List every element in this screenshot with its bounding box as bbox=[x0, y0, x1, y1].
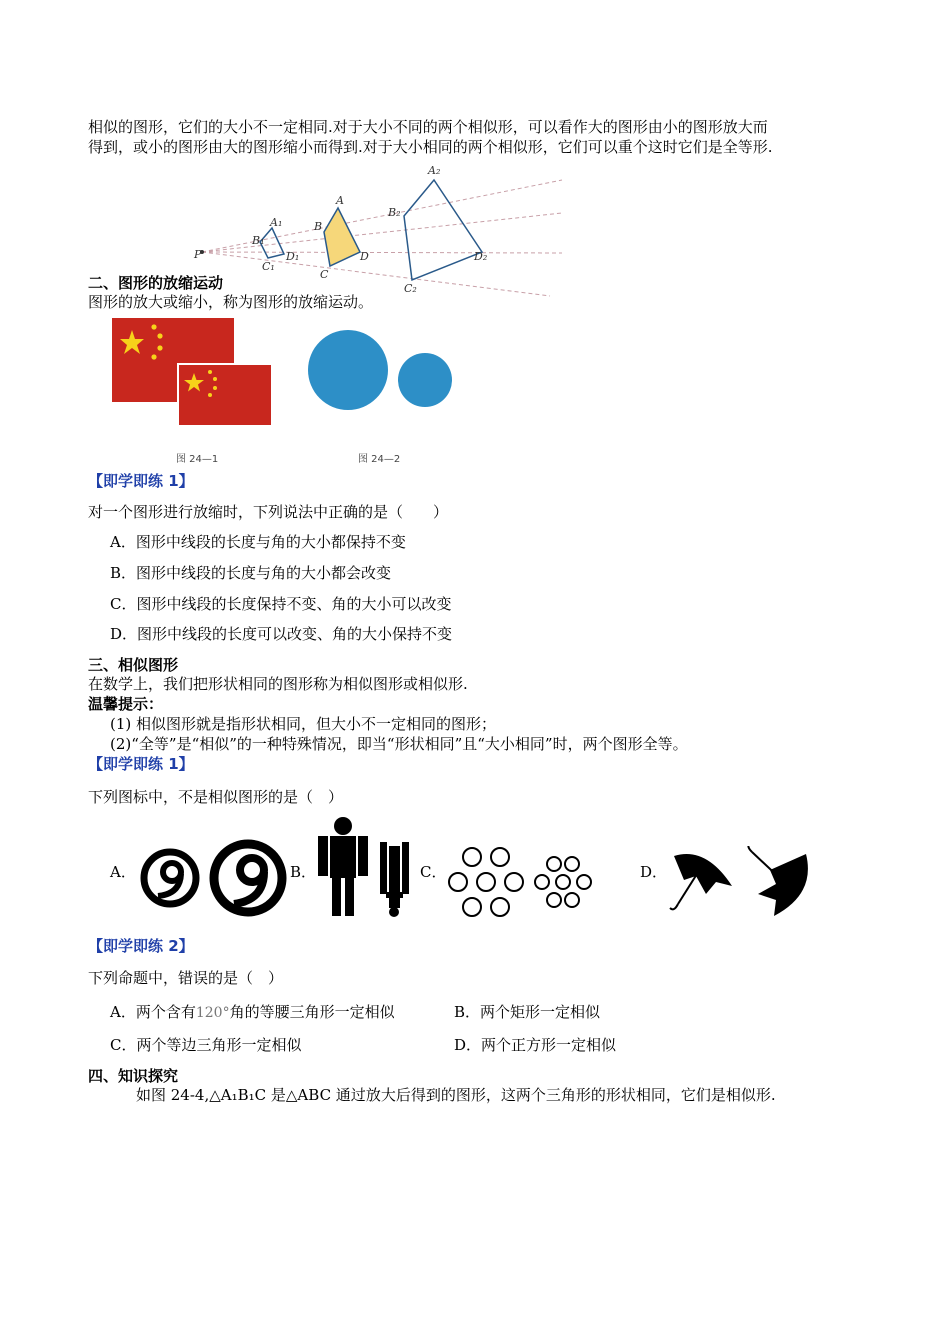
practice2-question: 下列图标中，不是相似图形的是（ ） bbox=[88, 788, 344, 806]
fig1-caption: 图 24—1 bbox=[176, 454, 219, 465]
umbrella-icon-left bbox=[670, 854, 732, 909]
section3-text: 在数学上，我们把形状相同的图形称为相似图形或相似形. bbox=[88, 675, 468, 693]
label-b2: B₂ bbox=[388, 206, 401, 219]
label-b: B bbox=[314, 220, 323, 233]
large-quadrilateral bbox=[404, 180, 482, 280]
label-d1: D₁ bbox=[286, 250, 300, 263]
practice3-option-a bbox=[110, 1001, 395, 1022]
practice2-option-b: B． bbox=[290, 863, 317, 881]
practice1-tag: 【即学即练 1】 bbox=[88, 472, 194, 490]
person-icons bbox=[316, 816, 420, 920]
practice1-option-d: D．图形中线段的长度可以改变、角的大小保持不变 bbox=[110, 625, 453, 643]
practice2-tag: 【即学即练 1】 bbox=[88, 755, 194, 773]
practice3-question: 下列命题中，错误的是（ ） bbox=[88, 969, 284, 987]
label-a: A bbox=[336, 194, 344, 207]
tip-2: (2)“全等”是“相似”的一种特殊情况，即当“形状相同”且“大小相同”时，两个图形全等。 bbox=[110, 735, 688, 753]
practice1-option-c: C．图形中线段的长度保持不变、角的大小可以改变 bbox=[110, 595, 452, 613]
label-c1: C₁ bbox=[262, 260, 275, 273]
option-a-angle: 120° bbox=[195, 1005, 230, 1021]
label-d: D bbox=[360, 250, 369, 263]
large-ring-cluster-icon bbox=[449, 848, 523, 916]
umbrella-icon-right bbox=[748, 846, 808, 916]
practice3-tag: 【即学即练 2】 bbox=[88, 937, 194, 955]
label-p: P bbox=[194, 248, 202, 261]
label-a1: A₁ bbox=[270, 216, 283, 229]
ring-cluster-icons bbox=[446, 842, 596, 922]
practice1-question: 对一个图形进行放缩时，下列说法中正确的是（ ） bbox=[88, 503, 449, 521]
section2-text: 图形的放大或缩小，称为图形的放缩运动。 bbox=[88, 293, 374, 311]
practice3-option-b: B．两个矩形一定相似 bbox=[454, 1003, 601, 1021]
label-b1: B₁ bbox=[252, 234, 265, 247]
large-spiral-icon bbox=[214, 844, 282, 912]
spiral-icons bbox=[136, 836, 296, 920]
option-a-prefix: A．两个含有 bbox=[110, 1003, 196, 1021]
label-d2: D₂ bbox=[474, 250, 488, 263]
label-c: C bbox=[320, 268, 329, 281]
practice2-option-c: C． bbox=[420, 863, 447, 881]
small-flag bbox=[178, 364, 272, 426]
middle-quadrilateral bbox=[324, 208, 360, 266]
person-icon bbox=[318, 817, 368, 916]
fig2-caption: 图 24—2 bbox=[358, 454, 401, 465]
option-a-suffix: 角的等腰三角形一定相似 bbox=[229, 1003, 395, 1021]
intro-line-2: 得到，或小的图形由大的图形缩小而得到.对于大小相同的两个相似形，它们可以重个这时它们是全等形. bbox=[88, 138, 773, 156]
stick-figure-icon bbox=[380, 842, 409, 917]
practice1-option-b: B．图形中线段的长度与角的大小都会改变 bbox=[110, 564, 392, 582]
intro-line-1: 相似的图形，它们的大小不一定相同.对于大小不同的两个相似形，可以看作大的图形由小的图形放大而 bbox=[88, 118, 768, 136]
section2-heading: 二、图形的放缩运动 bbox=[88, 274, 224, 292]
section3-heading: 三、相似图形 bbox=[88, 656, 179, 674]
umbrella-icons bbox=[666, 846, 812, 922]
section4-heading: 四、知识探究 bbox=[88, 1067, 179, 1085]
circles-figure bbox=[304, 326, 454, 416]
practice1-option-a: A．图形中线段的长度与角的大小都保持不变 bbox=[110, 533, 406, 551]
label-a2: A₂ bbox=[428, 164, 441, 177]
practice2-option-d: D． bbox=[640, 863, 668, 881]
small-circle bbox=[398, 353, 452, 407]
flags-figure bbox=[112, 318, 278, 430]
practice3-option-d: D．两个正方形一定相似 bbox=[454, 1036, 617, 1054]
homothety-figure bbox=[190, 158, 570, 300]
section4-text: 如图 24-4,△A₁B₁C 是△ABC 通过放大后得到的图形，这两个三角形的形状相同，它们是相似形. bbox=[136, 1086, 776, 1104]
small-ring-cluster-icon bbox=[535, 857, 591, 907]
tip-1: (1) 相似图形就是指形状相同，但大小不一定相同的图形； bbox=[110, 715, 497, 733]
large-circle bbox=[308, 330, 388, 410]
practice3-option-c: C．两个等边三角形一定相似 bbox=[110, 1036, 302, 1054]
tip-title: 温馨提示： bbox=[88, 695, 164, 713]
label-c2: C₂ bbox=[404, 282, 417, 295]
practice2-option-a: A． bbox=[110, 863, 136, 881]
small-spiral-icon bbox=[144, 852, 196, 904]
